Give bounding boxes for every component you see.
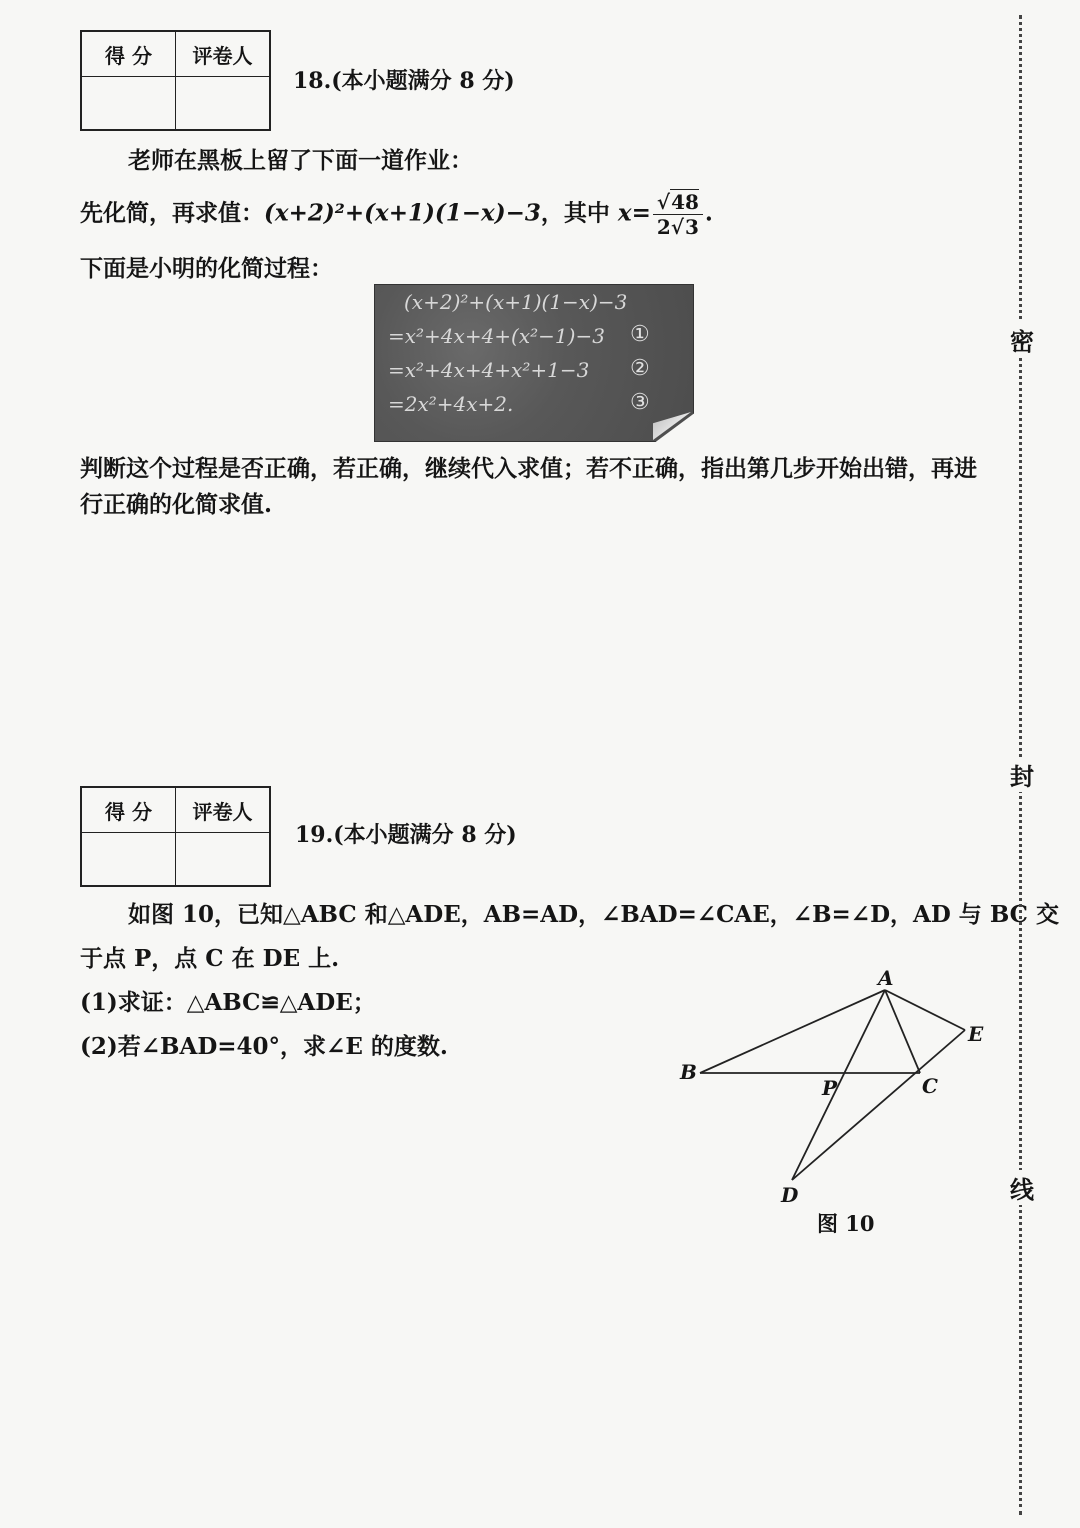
margin-seal-char: 密 xyxy=(1006,322,1038,357)
q19-answer-area[interactable] xyxy=(80,1080,640,1480)
margin-line-char: 线 xyxy=(1006,1170,1038,1205)
q18-eq: = xyxy=(631,199,651,227)
board-step-3: ③ xyxy=(630,390,650,415)
board-line-2: =x²+4x+4+x²+1−3 xyxy=(388,358,590,382)
frac-den-coef: 2 xyxy=(656,215,671,239)
q18-question-line2: 行正确的化简求值. xyxy=(80,491,273,518)
score-label: 得 分 xyxy=(81,31,176,77)
q18-intro: 老师在黑板上留了下面一道作业： xyxy=(128,147,473,174)
q18-task-prefix: 先化简，再求值： xyxy=(80,199,264,227)
point-p-label: P xyxy=(822,1076,838,1100)
q19-part2: (2)若∠BAD=40°，求∠E 的度数. xyxy=(80,1033,448,1060)
board-step-2: ② xyxy=(630,356,650,381)
q19-line1: 如图 10，已知△ABC 和△ADE，AB=AD，∠BAD=∠CAE，∠B=∠D，AD 与 BC 交 xyxy=(128,901,1059,928)
q18-task-where: ，其中 xyxy=(540,199,618,227)
board-line-1: =x²+4x+4+(x²−1)−3 xyxy=(388,324,605,348)
q18-title: 18.(本小题满分 8 分) xyxy=(293,68,515,94)
root-sign: √ xyxy=(656,190,671,214)
segment-ac xyxy=(885,990,920,1073)
segment-ab xyxy=(700,990,885,1073)
frac-den-radicand: 3 xyxy=(684,215,699,239)
margin-envelope-char: 封 xyxy=(1006,757,1038,792)
q18-period: . xyxy=(704,199,713,227)
board-line-0: (x+2)²+(x+1)(1−x)−3 xyxy=(404,290,628,314)
figure-caption: 图 10 xyxy=(817,1211,875,1236)
q18-question-line1: 判断这个过程是否正确，若正确，继续代入求值；若不正确，指出第几步开始出错，再进 xyxy=(80,455,977,482)
grader-label: 评卷人 xyxy=(176,31,271,77)
board-step-1: ① xyxy=(630,322,650,347)
segment-ad xyxy=(792,990,885,1180)
q18-process-intro: 下面是小明的化简过程： xyxy=(80,255,333,282)
q18-task-expr: (x+2)²+(x+1)(1−x)−3 xyxy=(264,199,541,227)
point-c-label: C xyxy=(922,1074,938,1098)
q18-var: x xyxy=(617,199,632,227)
q19-title: 19.(本小题满分 8 分) xyxy=(295,822,517,848)
grader-label: 评卷人 xyxy=(176,787,271,833)
segment-ae xyxy=(885,990,965,1030)
point-d-label: D xyxy=(781,1183,799,1207)
segment-de xyxy=(792,1030,965,1180)
q19-part1: (1)求证：△ABC≌△ADE； xyxy=(80,989,376,1016)
score-label: 得 分 xyxy=(81,787,176,833)
point-e-label: E xyxy=(968,1022,984,1046)
board-line-3: =2x²+4x+2. xyxy=(388,392,514,416)
q19-line2: 于点 P，点 C 在 DE 上. xyxy=(80,945,340,972)
root-sign: √ xyxy=(670,215,684,239)
point-a-label: A xyxy=(878,966,894,990)
frac-num-radicand: 48 xyxy=(671,190,699,214)
point-b-label: B xyxy=(680,1060,697,1084)
